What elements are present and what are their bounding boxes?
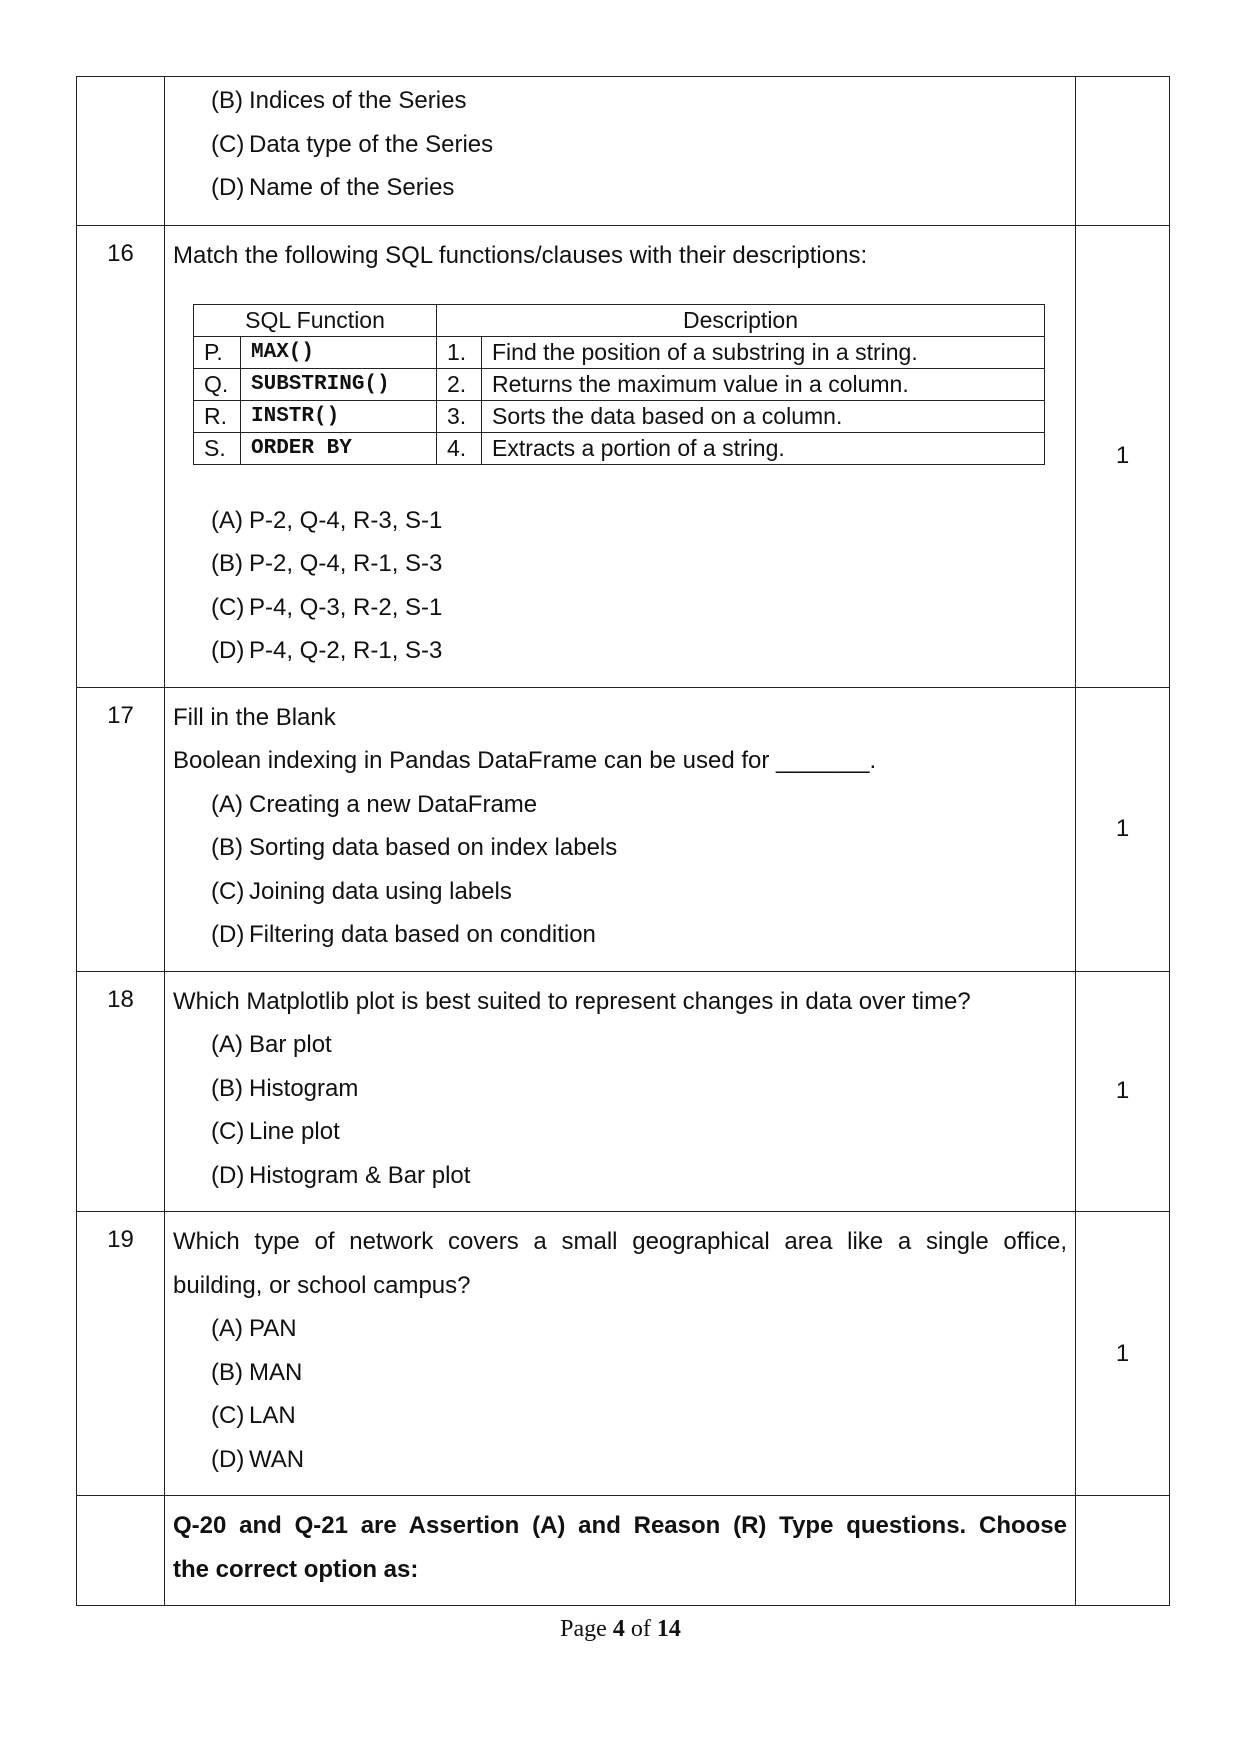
option: (C) P-4, Q-3, R-2, S-1 xyxy=(211,593,443,621)
option: (C) Data type of the Series xyxy=(211,130,494,158)
question-heading: Fill in the Blank xyxy=(173,703,336,731)
option: (D) Filtering data based on condition xyxy=(211,921,596,948)
match-table xyxy=(193,304,1045,465)
question-table xyxy=(76,76,1170,1606)
option: (A) Bar plot xyxy=(211,1031,332,1058)
question-text: Which Matplotlib plot is best suited to represent changes in data over time? xyxy=(173,987,971,1015)
footer-prefix: Page xyxy=(560,1616,607,1642)
question-number: 16 xyxy=(77,226,165,688)
match-row xyxy=(194,368,1045,400)
question-row-17 xyxy=(77,687,1170,971)
match-header-function: SQL Function xyxy=(194,304,437,336)
question-row-18 xyxy=(77,971,1170,1212)
marks-cell xyxy=(1076,77,1170,226)
marks-cell: 1 xyxy=(1076,687,1170,971)
match-function: SUBSTRING() xyxy=(241,368,437,400)
instruction-text: the correct option as: xyxy=(173,1555,419,1583)
option: (B) Sorting data based on index labels xyxy=(211,834,618,861)
match-description: Find the position of a substring in a string. xyxy=(482,336,1045,368)
question-row-16 xyxy=(77,226,1170,688)
option: (A) PAN xyxy=(211,1315,297,1342)
option: (C) Line plot xyxy=(211,1118,340,1145)
question-text: Match the following SQL functions/clauses with their descriptions: xyxy=(173,242,868,269)
match-key: S. xyxy=(194,432,241,464)
match-key: Q. xyxy=(194,368,241,400)
match-num: 4. xyxy=(437,432,482,464)
question-number xyxy=(77,77,165,226)
option: (C) Joining data using labels xyxy=(211,877,512,905)
option: (D) WAN xyxy=(211,1445,305,1473)
question-body xyxy=(165,226,1076,688)
match-row xyxy=(194,336,1045,368)
match-row xyxy=(194,400,1045,432)
match-function: ORDER BY xyxy=(241,432,437,464)
question-number xyxy=(77,1496,165,1606)
option: (B) Indices of the Series xyxy=(211,87,467,114)
question-row-15-continued xyxy=(77,77,1170,226)
marks-cell: 1 xyxy=(1076,226,1170,688)
question-text: Boolean indexing in Pandas DataFrame can be used for _______. xyxy=(173,747,877,774)
match-num: 3. xyxy=(437,400,482,432)
instruction-text: Q-20 and Q-21 are Assertion (A) and Reason (R) Type questions. Choose xyxy=(173,1512,1067,1539)
instruction-row xyxy=(77,1496,1170,1606)
instruction-body xyxy=(165,1496,1076,1606)
marks-cell: 1 xyxy=(1076,971,1170,1212)
match-header-description: Description xyxy=(437,304,1045,336)
match-key: P. xyxy=(194,336,241,368)
page-footer xyxy=(0,1616,1241,1643)
question-number: 17 xyxy=(77,687,165,971)
footer-total-pages: 14 xyxy=(656,1616,681,1642)
match-num: 2. xyxy=(437,368,482,400)
match-num: 1. xyxy=(437,336,482,368)
question-row-19 xyxy=(77,1212,1170,1496)
match-row xyxy=(194,432,1045,464)
footer-current-page: 4 xyxy=(612,1616,625,1642)
question-body xyxy=(165,1212,1076,1496)
match-description: Extracts a portion of a string. xyxy=(482,432,1045,464)
option: (B) P-2, Q-4, R-1, S-3 xyxy=(211,550,443,577)
match-key: R. xyxy=(194,400,241,432)
question-number: 19 xyxy=(77,1212,165,1496)
match-description: Sorts the data based on a column. xyxy=(482,400,1045,432)
option: (C) LAN xyxy=(211,1402,296,1429)
marks-cell xyxy=(1076,1496,1170,1606)
option: (A) P-2, Q-4, R-3, S-1 xyxy=(211,506,443,534)
option: (D) Name of the Series xyxy=(211,174,455,201)
option: (B) MAN xyxy=(211,1358,303,1386)
option: (D) P-4, Q-2, R-1, S-3 xyxy=(211,637,443,664)
footer-sep: of xyxy=(630,1616,651,1642)
question-number: 18 xyxy=(77,971,165,1212)
question-text: Which type of network covers a small geographical area like a single office, xyxy=(173,1228,1067,1255)
question-text: building, or school campus? xyxy=(173,1271,471,1299)
match-function: MAX() xyxy=(241,336,437,368)
question-body xyxy=(165,971,1076,1212)
option: (B) Histogram xyxy=(211,1074,359,1102)
question-body xyxy=(165,77,1076,226)
option: (D) Histogram & Bar plot xyxy=(211,1161,471,1189)
option: (A) Creating a new DataFrame xyxy=(211,790,538,818)
question-body xyxy=(165,687,1076,971)
match-description: Returns the maximum value in a column. xyxy=(482,368,1045,400)
marks-cell: 1 xyxy=(1076,1212,1170,1496)
match-function: INSTR() xyxy=(241,400,437,432)
